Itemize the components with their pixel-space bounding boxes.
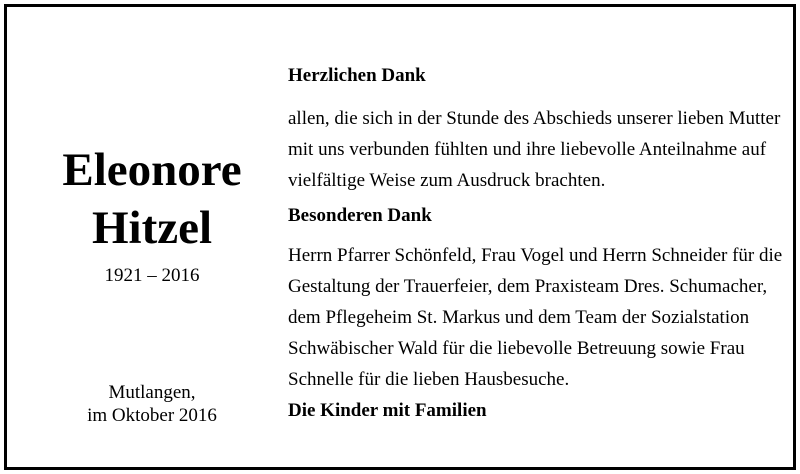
- place-line: Mutlangen,: [108, 382, 196, 403]
- paragraph-line: mit uns verbunden fühlten und ihre liebevolle Anteilnahme auf: [288, 139, 767, 160]
- date-line: im Oktober 2016: [87, 405, 217, 426]
- paragraph-line: dem Pflegeheim St. Markus und dem Team der Sozialstation: [288, 307, 750, 328]
- paragraph-line: Schwäbischer Wald für die liebevolle Betreuung sowie Frau: [288, 338, 745, 359]
- place-date: [7, 381, 297, 427]
- thanks-paragraph: [288, 103, 788, 196]
- paragraph-line: Gestaltung der Trauerfeier, dem Praxisteam Dres. Schumacher,: [288, 276, 768, 297]
- paragraph-line: allen, die sich in der Stunde des Abschieds unserer lieben Mutter: [288, 108, 781, 129]
- notice-frame: [4, 4, 796, 470]
- paragraph-line: Schnelle für die lieben Hausbesuche.: [288, 369, 570, 390]
- deceased-last-name: Hitzel: [91, 202, 213, 254]
- paragraph-line: Herrn Pfarrer Schönfeld, Frau Vogel und Herrn Schneider für die: [288, 245, 783, 266]
- deceased-first-name: Eleonore: [62, 144, 242, 196]
- heading-thanks: Herzlichen Dank: [288, 65, 426, 86]
- special-thanks-paragraph: [288, 240, 788, 395]
- life-years: 1921 – 2016: [104, 265, 200, 286]
- paragraph-line: vielfältige Weise zum Ausdruck brachten.: [288, 170, 606, 191]
- heading-special-thanks: Besonderen Dank: [288, 205, 432, 226]
- signature: Die Kinder mit Familien: [288, 400, 487, 421]
